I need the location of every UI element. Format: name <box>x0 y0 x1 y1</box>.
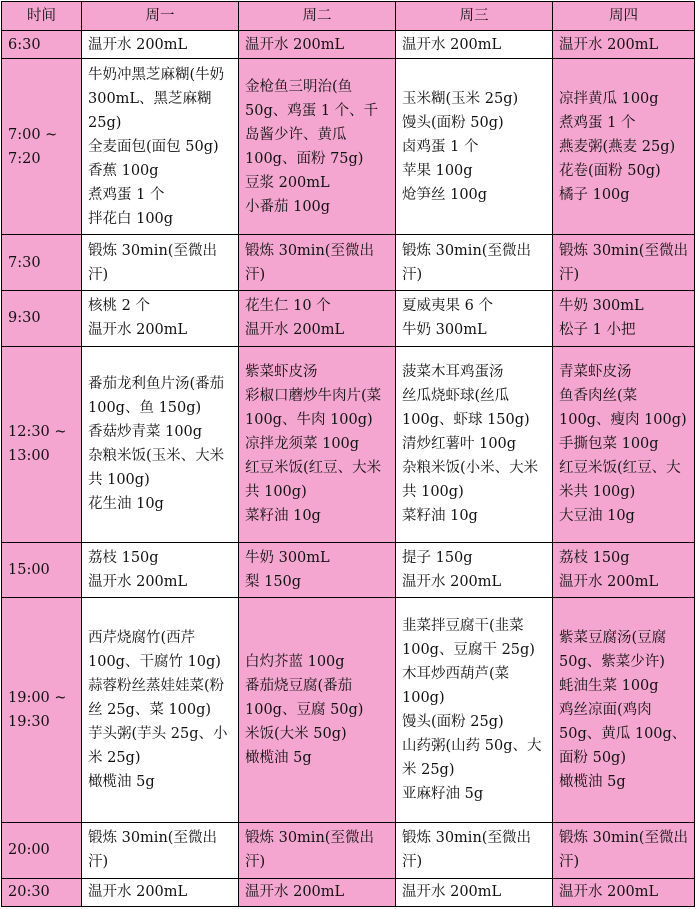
time-cell: 9:30 <box>2 290 82 346</box>
meal-cell-thursday <box>553 235 695 291</box>
meal-cell-wednesday <box>396 59 553 235</box>
table-body <box>2 31 695 907</box>
meal-cell-tuesday <box>239 31 396 59</box>
header-wednesday: 周三 <box>396 2 553 31</box>
meal-item: 番茄龙利鱼片汤(番茄 100g、鱼 150g) <box>88 376 225 417</box>
meal-item: 温开水 200mL <box>245 884 345 901</box>
meal-item: 橄榄油 5g <box>88 774 155 791</box>
meal-item: 花生油 10g <box>88 496 164 513</box>
meal-item: 山药粥(山药 50g、大米 25g) <box>402 738 542 779</box>
meal-item: 彩椒口蘑炒牛肉片(菜 100g、牛肉 100g) <box>245 388 382 429</box>
meal-item: 豆浆 200mL <box>245 174 330 191</box>
meal-item: 玉米糊(玉米 25g) <box>402 90 519 107</box>
meal-item: 花生仁 10 个 <box>245 298 331 315</box>
meal-item: 锻炼 30min(至微出汗) <box>559 830 688 871</box>
meal-item: 温开水 200mL <box>559 36 659 53</box>
meal-cell-wednesday <box>396 598 553 823</box>
meal-item: 杂粮米饭(玉米、大米共 100g) <box>88 448 225 489</box>
meal-item: 拌花白 100g <box>88 210 174 227</box>
meal-item: 荔枝 150g <box>559 550 630 567</box>
meal-item: 手撕包菜 100g <box>559 436 659 453</box>
table-row <box>2 235 695 291</box>
meal-item: 锻炼 30min(至微出汗) <box>402 830 531 871</box>
meal-item: 米饭(大米 50g) <box>245 726 347 743</box>
meal-item: 提子 150g <box>402 550 473 567</box>
table-row <box>2 31 695 59</box>
meal-item: 馒头(面粉 50g) <box>402 114 504 131</box>
meal-cell-monday <box>82 346 239 542</box>
meal-item: 卤鸡蛋 1 个 <box>402 138 479 155</box>
meal-item: 温开水 200mL <box>559 574 659 591</box>
meal-item: 香蕉 100g <box>88 162 159 179</box>
meal-item: 锻炼 30min(至微出汗) <box>245 242 374 283</box>
time-cell: 20:30 <box>2 878 82 906</box>
meal-item: 牛奶冲黑芝麻糊(牛奶 300mL、黑芝麻糊 25g) <box>88 66 225 131</box>
meal-item: 菜籽油 10g <box>402 508 478 525</box>
time-cell: 6:30 <box>2 31 82 59</box>
meal-plan-table <box>1 1 695 907</box>
meal-item: 清炒红薯叶 100g <box>402 436 517 453</box>
meal-item: 丝瓜烧虾球(丝瓜 100g、虾球 150g) <box>402 388 530 429</box>
meal-item: 馒头(面粉 25g) <box>402 714 504 731</box>
meal-item: 梨 150g <box>245 574 302 591</box>
meal-item: 牛奶 300mL <box>245 550 330 567</box>
meal-item: 温开水 200mL <box>402 884 502 901</box>
meal-item: 香菇炒青菜 100g <box>88 424 203 441</box>
meal-cell-monday <box>82 542 239 598</box>
meal-cell-monday <box>82 878 239 906</box>
header-row <box>2 2 695 31</box>
meal-item: 温开水 200mL <box>559 884 659 901</box>
meal-item: 苹果 100g <box>402 162 473 179</box>
meal-cell-tuesday <box>239 235 396 291</box>
meal-item: 温开水 200mL <box>245 322 345 339</box>
meal-item: 紫菜豆腐汤(豆腐 50g、紫菜少许) <box>559 630 667 671</box>
meal-item: 鸡丝凉面(鸡肉 50g、黄瓜 100g、面粉 50g) <box>559 702 687 767</box>
time-cell: 12:30 ~ 13:00 <box>2 346 82 542</box>
meal-item: 蒜蓉粉丝蒸娃娃菜(粉丝 25g、菜 100g) <box>88 678 225 719</box>
meal-cell-thursday <box>553 346 695 542</box>
meal-item: 温开水 200mL <box>88 322 188 339</box>
meal-cell-wednesday <box>396 290 553 346</box>
meal-item: 红豆米饭(红豆、大米共 100g) <box>245 460 382 501</box>
time-cell: 20:00 <box>2 822 82 878</box>
meal-item: 燕麦粥(燕麦 25g) <box>559 138 676 155</box>
meal-item: 红豆米饭(红豆、大米共 100g) <box>559 460 681 501</box>
meal-cell-wednesday <box>396 235 553 291</box>
table-row <box>2 59 695 235</box>
meal-cell-thursday <box>553 290 695 346</box>
meal-cell-wednesday <box>396 542 553 598</box>
meal-item: 锻炼 30min(至微出汗) <box>88 242 217 283</box>
meal-item: 白灼芥蓝 100g <box>245 654 345 671</box>
meal-item: 温开水 200mL <box>245 36 345 53</box>
table-row <box>2 878 695 906</box>
meal-item: 橄榄油 5g <box>559 774 626 791</box>
meal-item: 温开水 200mL <box>402 36 502 53</box>
meal-cell-monday <box>82 235 239 291</box>
meal-cell-monday <box>82 59 239 235</box>
meal-item: 番茄烧豆腐(番茄 100g、豆腐 50g) <box>245 678 364 719</box>
meal-item: 韭菜拌豆腐干(韭菜 100g、豆腐干 25g) <box>402 618 535 659</box>
meal-item: 煮鸡蛋 1 个 <box>88 186 165 203</box>
header-time: 时间 <box>2 2 82 31</box>
meal-cell-thursday <box>553 822 695 878</box>
meal-item: 凉拌黄瓜 100g <box>559 90 659 107</box>
meal-item: 温开水 200mL <box>88 36 188 53</box>
meal-item: 温开水 200mL <box>88 574 188 591</box>
meal-cell-monday <box>82 598 239 823</box>
meal-item: 金枪鱼三明治(鱼 50g、鸡蛋 1 个、千岛酱少许、黄瓜 100g、面粉 75g) <box>245 78 379 167</box>
meal-cell-monday <box>82 822 239 878</box>
meal-item: 夏威夷果 6 个 <box>402 298 493 315</box>
table-row <box>2 542 695 598</box>
meal-item: 杂粮米饭(小米、大米共 100g) <box>402 460 539 501</box>
header-monday: 周一 <box>82 2 239 31</box>
meal-item: 松子 1 小把 <box>559 322 636 339</box>
meal-cell-tuesday <box>239 822 396 878</box>
meal-item: 木耳炒西葫芦(菜 100g) <box>402 666 510 707</box>
meal-cell-tuesday <box>239 598 396 823</box>
meal-cell-thursday <box>553 31 695 59</box>
meal-cell-wednesday <box>396 822 553 878</box>
meal-item: 锻炼 30min(至微出汗) <box>402 242 531 283</box>
meal-cell-thursday <box>553 59 695 235</box>
meal-cell-tuesday <box>239 542 396 598</box>
meal-item: 煮鸡蛋 1 个 <box>559 114 636 131</box>
meal-item: 全麦面包(面包 50g) <box>88 138 219 155</box>
meal-item: 小番茄 100g <box>245 198 331 215</box>
table-row <box>2 346 695 542</box>
meal-item: 鱼香肉丝(菜 100g、瘦肉 100g) <box>559 388 687 429</box>
table-row <box>2 598 695 823</box>
meal-cell-thursday <box>553 542 695 598</box>
meal-item: 牛奶 300mL <box>559 298 644 315</box>
meal-cell-monday <box>82 31 239 59</box>
meal-item: 蚝油生菜 100g <box>559 678 659 695</box>
meal-item: 大豆油 10g <box>559 508 635 525</box>
meal-cell-monday <box>82 290 239 346</box>
meal-cell-tuesday <box>239 59 396 235</box>
meal-cell-thursday <box>553 598 695 823</box>
meal-cell-wednesday <box>396 346 553 542</box>
meal-cell-thursday <box>553 878 695 906</box>
meal-item: 炝笋丝 100g <box>402 186 488 203</box>
meal-item: 锻炼 30min(至微出汗) <box>559 242 688 283</box>
time-cell: 19:00 ~ 19:30 <box>2 598 82 823</box>
meal-item: 凉拌龙须菜 100g <box>245 436 360 453</box>
meal-item: 温开水 200mL <box>88 884 188 901</box>
meal-item: 紫菜虾皮汤 <box>245 364 318 381</box>
meal-item: 核桃 2 个 <box>88 298 150 315</box>
meal-cell-tuesday <box>239 290 396 346</box>
time-cell: 7:30 <box>2 235 82 291</box>
header-tuesday: 周二 <box>239 2 396 31</box>
meal-item: 菠菜木耳鸡蛋汤 <box>402 364 504 381</box>
meal-item: 芋头粥(芋头 25g、小米 25g) <box>88 726 228 767</box>
meal-item: 青菜虾皮汤 <box>559 364 632 381</box>
meal-cell-wednesday <box>396 878 553 906</box>
meal-item: 橄榄油 5g <box>245 750 312 767</box>
meal-item: 牛奶 300mL <box>402 322 487 339</box>
meal-item: 西芹烧腐竹(西芹 100g、干腐竹 10g) <box>88 630 221 671</box>
header-thursday: 周四 <box>553 2 695 31</box>
time-cell: 7:00 ~ 7:20 <box>2 59 82 235</box>
meal-item: 橘子 100g <box>559 186 630 203</box>
meal-item: 荔枝 150g <box>88 550 159 567</box>
table-row <box>2 822 695 878</box>
meal-cell-wednesday <box>396 31 553 59</box>
meal-item: 温开水 200mL <box>402 574 502 591</box>
meal-item: 花卷(面粉 50g) <box>559 162 661 179</box>
table-row <box>2 290 695 346</box>
meal-item: 锻炼 30min(至微出汗) <box>88 830 217 871</box>
time-cell: 15:00 <box>2 542 82 598</box>
meal-cell-tuesday <box>239 346 396 542</box>
meal-item: 亚麻籽油 5g <box>402 786 484 803</box>
meal-item: 锻炼 30min(至微出汗) <box>245 830 374 871</box>
meal-item: 菜籽油 10g <box>245 508 321 525</box>
meal-cell-tuesday <box>239 878 396 906</box>
